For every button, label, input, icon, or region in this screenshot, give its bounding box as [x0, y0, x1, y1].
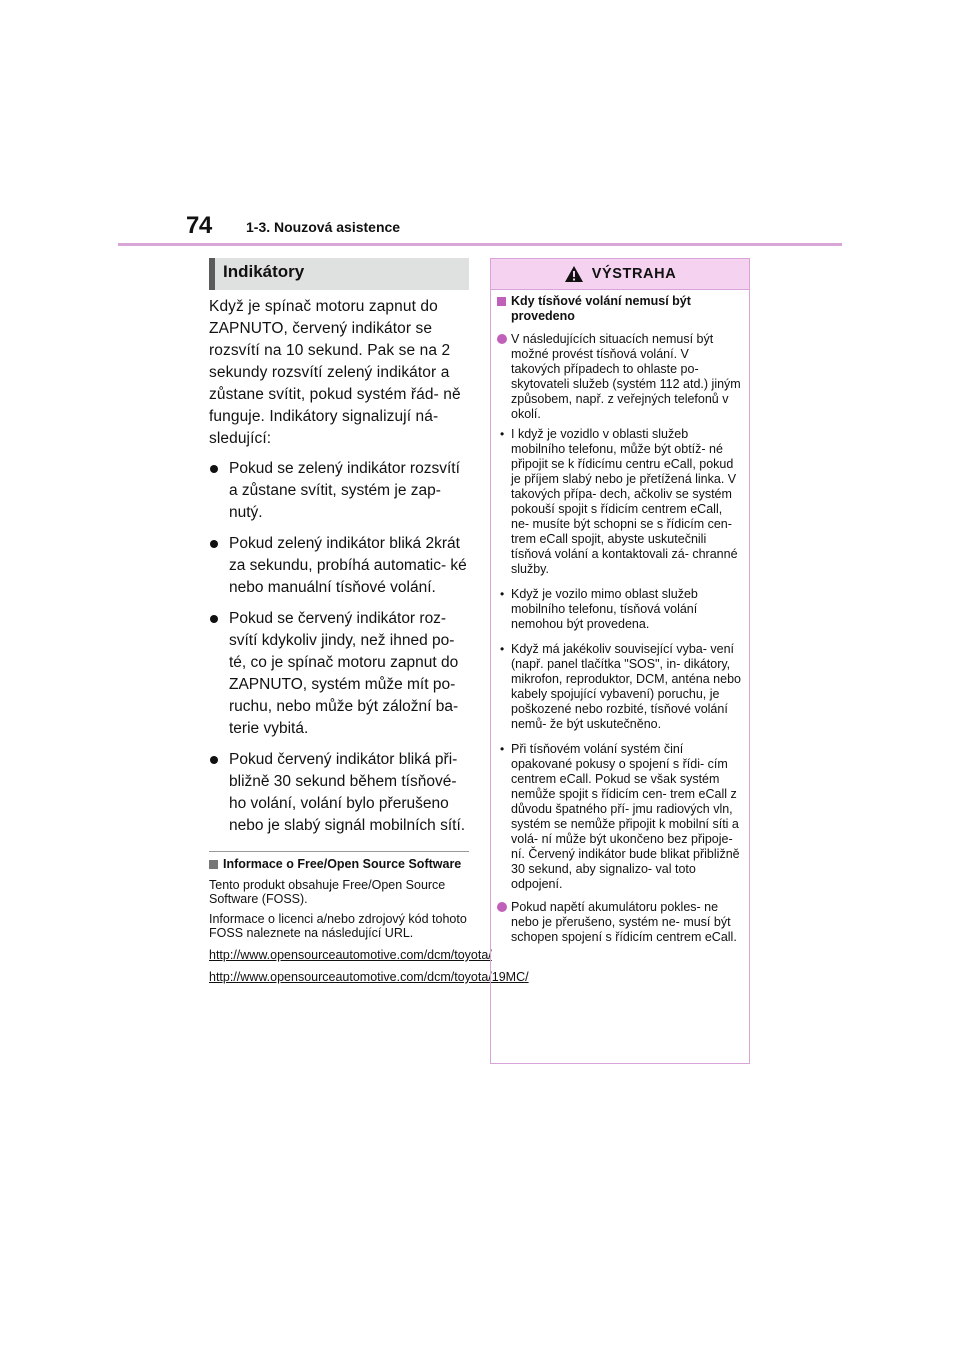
list-item: [209, 533, 469, 599]
list-item: [209, 458, 469, 524]
list-item-text: Pokud se zelený indikátor rozsvítí a zůstane svítit, systém je zap- nutý.: [229, 460, 460, 521]
list-item: [209, 749, 469, 837]
foss-link-1[interactable]: http://www.opensourceautomotive.com/dcm/toyota/: [209, 948, 492, 962]
circle-bullet-icon: [497, 334, 507, 344]
warning-triangle-icon: [564, 265, 584, 283]
square-bullet-icon: [497, 297, 506, 306]
indicators-heading: Indikátory: [209, 258, 469, 290]
list-item: [209, 608, 469, 740]
bullet-dot-icon: [210, 465, 218, 473]
warning-box: [490, 258, 750, 1064]
section-title: 1-3. Nouzová asistence: [246, 219, 401, 235]
left-column: [209, 258, 529, 984]
page-number: 74: [186, 212, 212, 239]
bullet-dot-icon: [210, 540, 218, 548]
warning-bullet-list: [497, 427, 741, 892]
list-item-text: Pokud zelený indikátor bliká 2krát za sekundu, probíhá automatic- ké nebo manuální tísňové volání.: [229, 535, 467, 596]
warning-content: [491, 290, 749, 945]
warning-header: [491, 259, 749, 290]
warning-subtitle: Kdy tísňové volání nemusí být provedeno: [497, 294, 741, 324]
circle-bullet-icon: [497, 902, 507, 912]
list-item: • Když je vozilo mimo oblast služeb mobilního telefonu, tísňová volání nemohou být provedena.: [500, 587, 698, 631]
indicator-bullet-list: [209, 458, 469, 837]
square-bullet-icon: [209, 860, 218, 869]
list-item: • I když je vozidlo v oblasti služeb mobilního telefonu, může být obtíž- né připojit se k řídicímu centru eCall, pokud je příjem slabý nebo je přetížená linka. V takových přípa- dech, ačkoliv se systém pokouší spojit s řídicím centrem eCall, ne- musíte být schopni se s řídicím cen- trem eCall spojit, abyste uskutečnili tísňová volání a kontaktovali zá- chranné služby.: [500, 427, 738, 576]
small-dot-icon: •: [500, 742, 505, 756]
foss-info-title: Informace o Free/Open Source Software: [209, 857, 469, 872]
small-dot-icon: •: [500, 587, 505, 601]
foss-paragraph-2: Informace o licenci a/nebo zdrojový kód tohoto FOSS naleznete na následující URL.: [209, 912, 467, 940]
list-item-text: Pokud se červený indikátor roz- svítí kdykoliv jindy, než ihned po- té, co je spínač motoru zapnut do ZAPNUTO, systém může mít po- ruchu, nebo může být záložní ba- terie vybitá.: [229, 610, 459, 737]
list-item-text: Pokud červený indikátor bliká při- bližně 30 sekund během tísňové- ho volání, volání bylo přerušeno nebo je slabý signál mobilních sítí.: [229, 751, 466, 834]
warning-circle-item: V následujících situacích nemusí být možné provést tísňová volání. V takových případech to ohlaste po- skytovateli služeb (systém 112 atd.) jiným způsobem, např. z veřejných telefonů v okolí.: [497, 332, 741, 422]
warning-title: VÝSTRAHA: [591, 266, 677, 282]
warning-circle-item: Pokud napětí akumulátoru pokles- ne nebo je přerušeno, systém ne- musí být schopen spojení s řídicím centrem eCall.: [497, 900, 741, 945]
list-item: • Při tísňovém volání systém činí opakované pokusy o spojení s řídi- cím centrem eCall. Pokud se však systém nemůže spojit s řídicím cen- trem eCall z důvodu špatného pří- jmu radiových vln, systém se nemůže připojit k mobilní síti a volá- ní může být ukončeno bez připoje- ní. Červený indikátor bude blikat přibližně 30 sekund, aby signalizo- val toto odpojení.: [500, 742, 740, 891]
small-dot-icon: •: [500, 642, 505, 656]
foss-link-2[interactable]: http://www.opensourceautomotive.com/dcm/toyota/19MC/: [209, 970, 529, 984]
list-item: • Když má jakékoliv související vyba- vení (např. panel tlačítka "SOS", in- dikátory, mikrofon, reproduktor, DCM, anténa nebo kabely spojující vybavení) poruchu, je poškozené nebo rozbité, tísňové volání nemů- že být uskutečněno.: [500, 642, 741, 731]
bullet-dot-icon: [210, 615, 218, 623]
small-dot-icon: •: [500, 427, 505, 441]
header-rule: [118, 243, 842, 246]
bullet-dot-icon: [210, 756, 218, 764]
section-divider: [209, 851, 469, 852]
intro-paragraph: Když je spínač motoru zapnut do ZAPNUTO, červený indikátor se rozsvítí na 10 sekund. Pak se na 2 sekundy rozsvítí zelený indikátor a zůstane svítit, pokud systém řád- ně funguje. Indikátory signalizují ná- sledující:: [209, 298, 461, 447]
foss-paragraph-1: Tento produkt obsahuje Free/Open Source Software (FOSS).: [209, 878, 446, 906]
